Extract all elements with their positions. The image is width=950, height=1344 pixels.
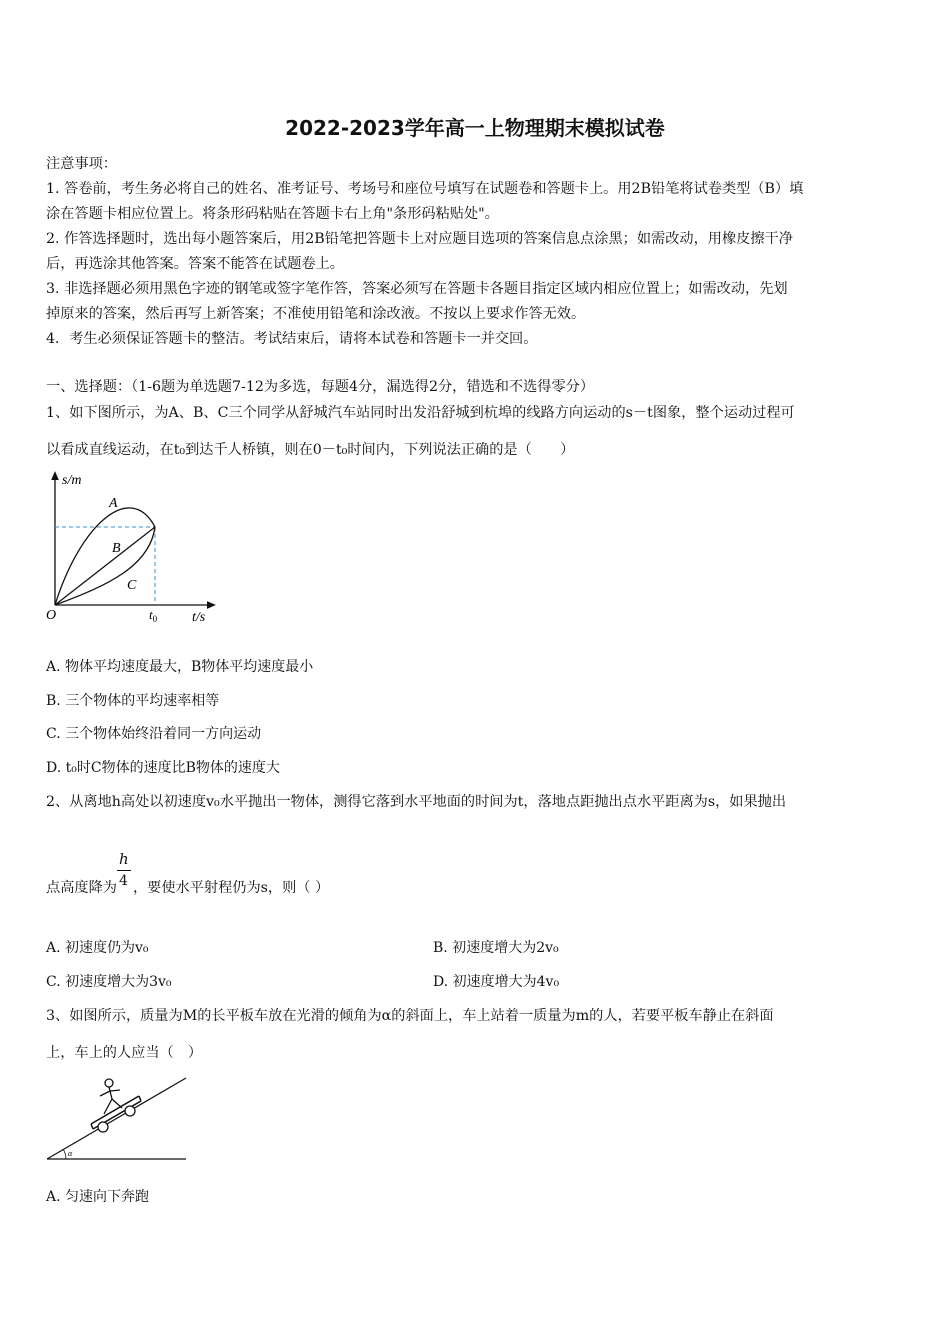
question-3-stem: 3、如图所示，质量为M的长平板车放在光滑的倾角为α的斜面上，车上站着一质量为m的人，若要平板车静止在斜面: [46, 1008, 774, 1024]
notice-line: 后，再选涂其他答案。答案不能答在试题卷上。: [46, 256, 344, 272]
curve-a: [55, 508, 155, 605]
question-2-option-a: A. 初速度仍为v₀: [46, 940, 149, 956]
notice-line: 涂在答题卡相应位置上。将条形码粘贴在答题卡右上角"条形码粘贴处"。: [46, 206, 499, 222]
question-1-stem-cont: 以看成直线运动，在t₀到达千人桥镇，则在0－t₀时间内，下列说法正确的是（ ）: [46, 442, 575, 458]
curve-b-label: B: [112, 541, 121, 556]
notice-line: 2. 作答选择题时，选出每小题答案后，用2B铅笔把答题卡上对应题目选项的答案信息点涂黑；如需改动，用橡皮擦干净: [46, 231, 793, 247]
section-heading: 一、选择题：（1-6题为单选题7-12为多选，每题4分，漏选得2分，错选和不选得零分）: [46, 379, 595, 395]
question-2-stem: 2、从离地h高处以初速度v₀水平抛出一物体，测得它落到水平地面的时间为t，落地点距抛出点水平距离为s，如果抛出: [46, 794, 787, 810]
question-3-stem-cont: 上，车上的人应当（ ）: [46, 1045, 203, 1061]
curve-c-label: C: [127, 578, 137, 593]
x-axis-label: t/s: [192, 610, 206, 625]
notice-heading: 注意事项：: [46, 156, 117, 172]
incline-cart-figure: [42, 1068, 190, 1164]
t0-tick-label: $t_0$: [149, 607, 158, 624]
y-axis-label: s/m: [62, 473, 82, 488]
page-title: 2022-2023学年高一上物理期末模拟试卷: [285, 116, 665, 140]
notice-line: 1. 答卷前，考生务必将自己的姓名、准考证号、考场号和座位号填写在试题卷和答题卡上。用2B铅笔将试卷类型（B）填: [46, 181, 804, 197]
origin-label: O: [46, 608, 57, 623]
question-1-stem: 1、如下图所示，为A、B、C三个同学从舒城汽车站同时出发沿舒城到杭埠的线路方向运动的s－t图象，整个运动过程可: [46, 405, 795, 421]
person-figure: [100, 1079, 122, 1114]
question-2-stem-cont: 点高度降为 $\frac{h}{4}$ ，要使水平射程仍为s，则（ ）: [46, 850, 330, 896]
cart-wheel-right: [125, 1106, 135, 1116]
question-1-option-c: C. 三个物体始终沿着同一方向运动: [46, 726, 262, 742]
st-graph-figure: [40, 465, 230, 630]
question-2-option-b: B. 初速度增大为2v₀: [433, 940, 559, 956]
question-1-option-b: B. 三个物体的平均速率相等: [46, 693, 220, 709]
notice-line: 掉原来的答案，然后再写上新答案；不准使用铅笔和涂改液。不按以上要求作答无效。: [46, 306, 586, 322]
question-1-option-d: D. t₀时C物体的速度比B物体的速度大: [46, 760, 280, 776]
question-3-option-a: A. 匀速向下奔跑: [46, 1189, 150, 1205]
notice-line: 3. 非选择题必须用黑色字迹的钢笔或签字笔作答，答案必须写在答题卡各题目指定区域内相应位置上；如需改动，先划: [46, 281, 788, 297]
question-1-option-a: A. 物体平均速度最大，B物体平均速度最小: [46, 659, 314, 675]
question-2-option-d: D. 初速度增大为4v₀: [433, 974, 560, 990]
question-2-option-c: C. 初速度增大为3v₀: [46, 974, 172, 990]
angle-label: α: [68, 1149, 73, 1158]
curve-a-label: A: [109, 496, 118, 511]
cart-wheel-left: [98, 1122, 108, 1132]
fraction-h-over-4: $\frac{h}{4}$: [117, 878, 133, 892]
notice-line: 4．考生必须保证答题卡的整洁。考试结束后，请将本试卷和答题卡一并交回。: [46, 331, 538, 347]
fraction-bar: [117, 870, 131, 871]
angle-arc: [63, 1149, 66, 1159]
